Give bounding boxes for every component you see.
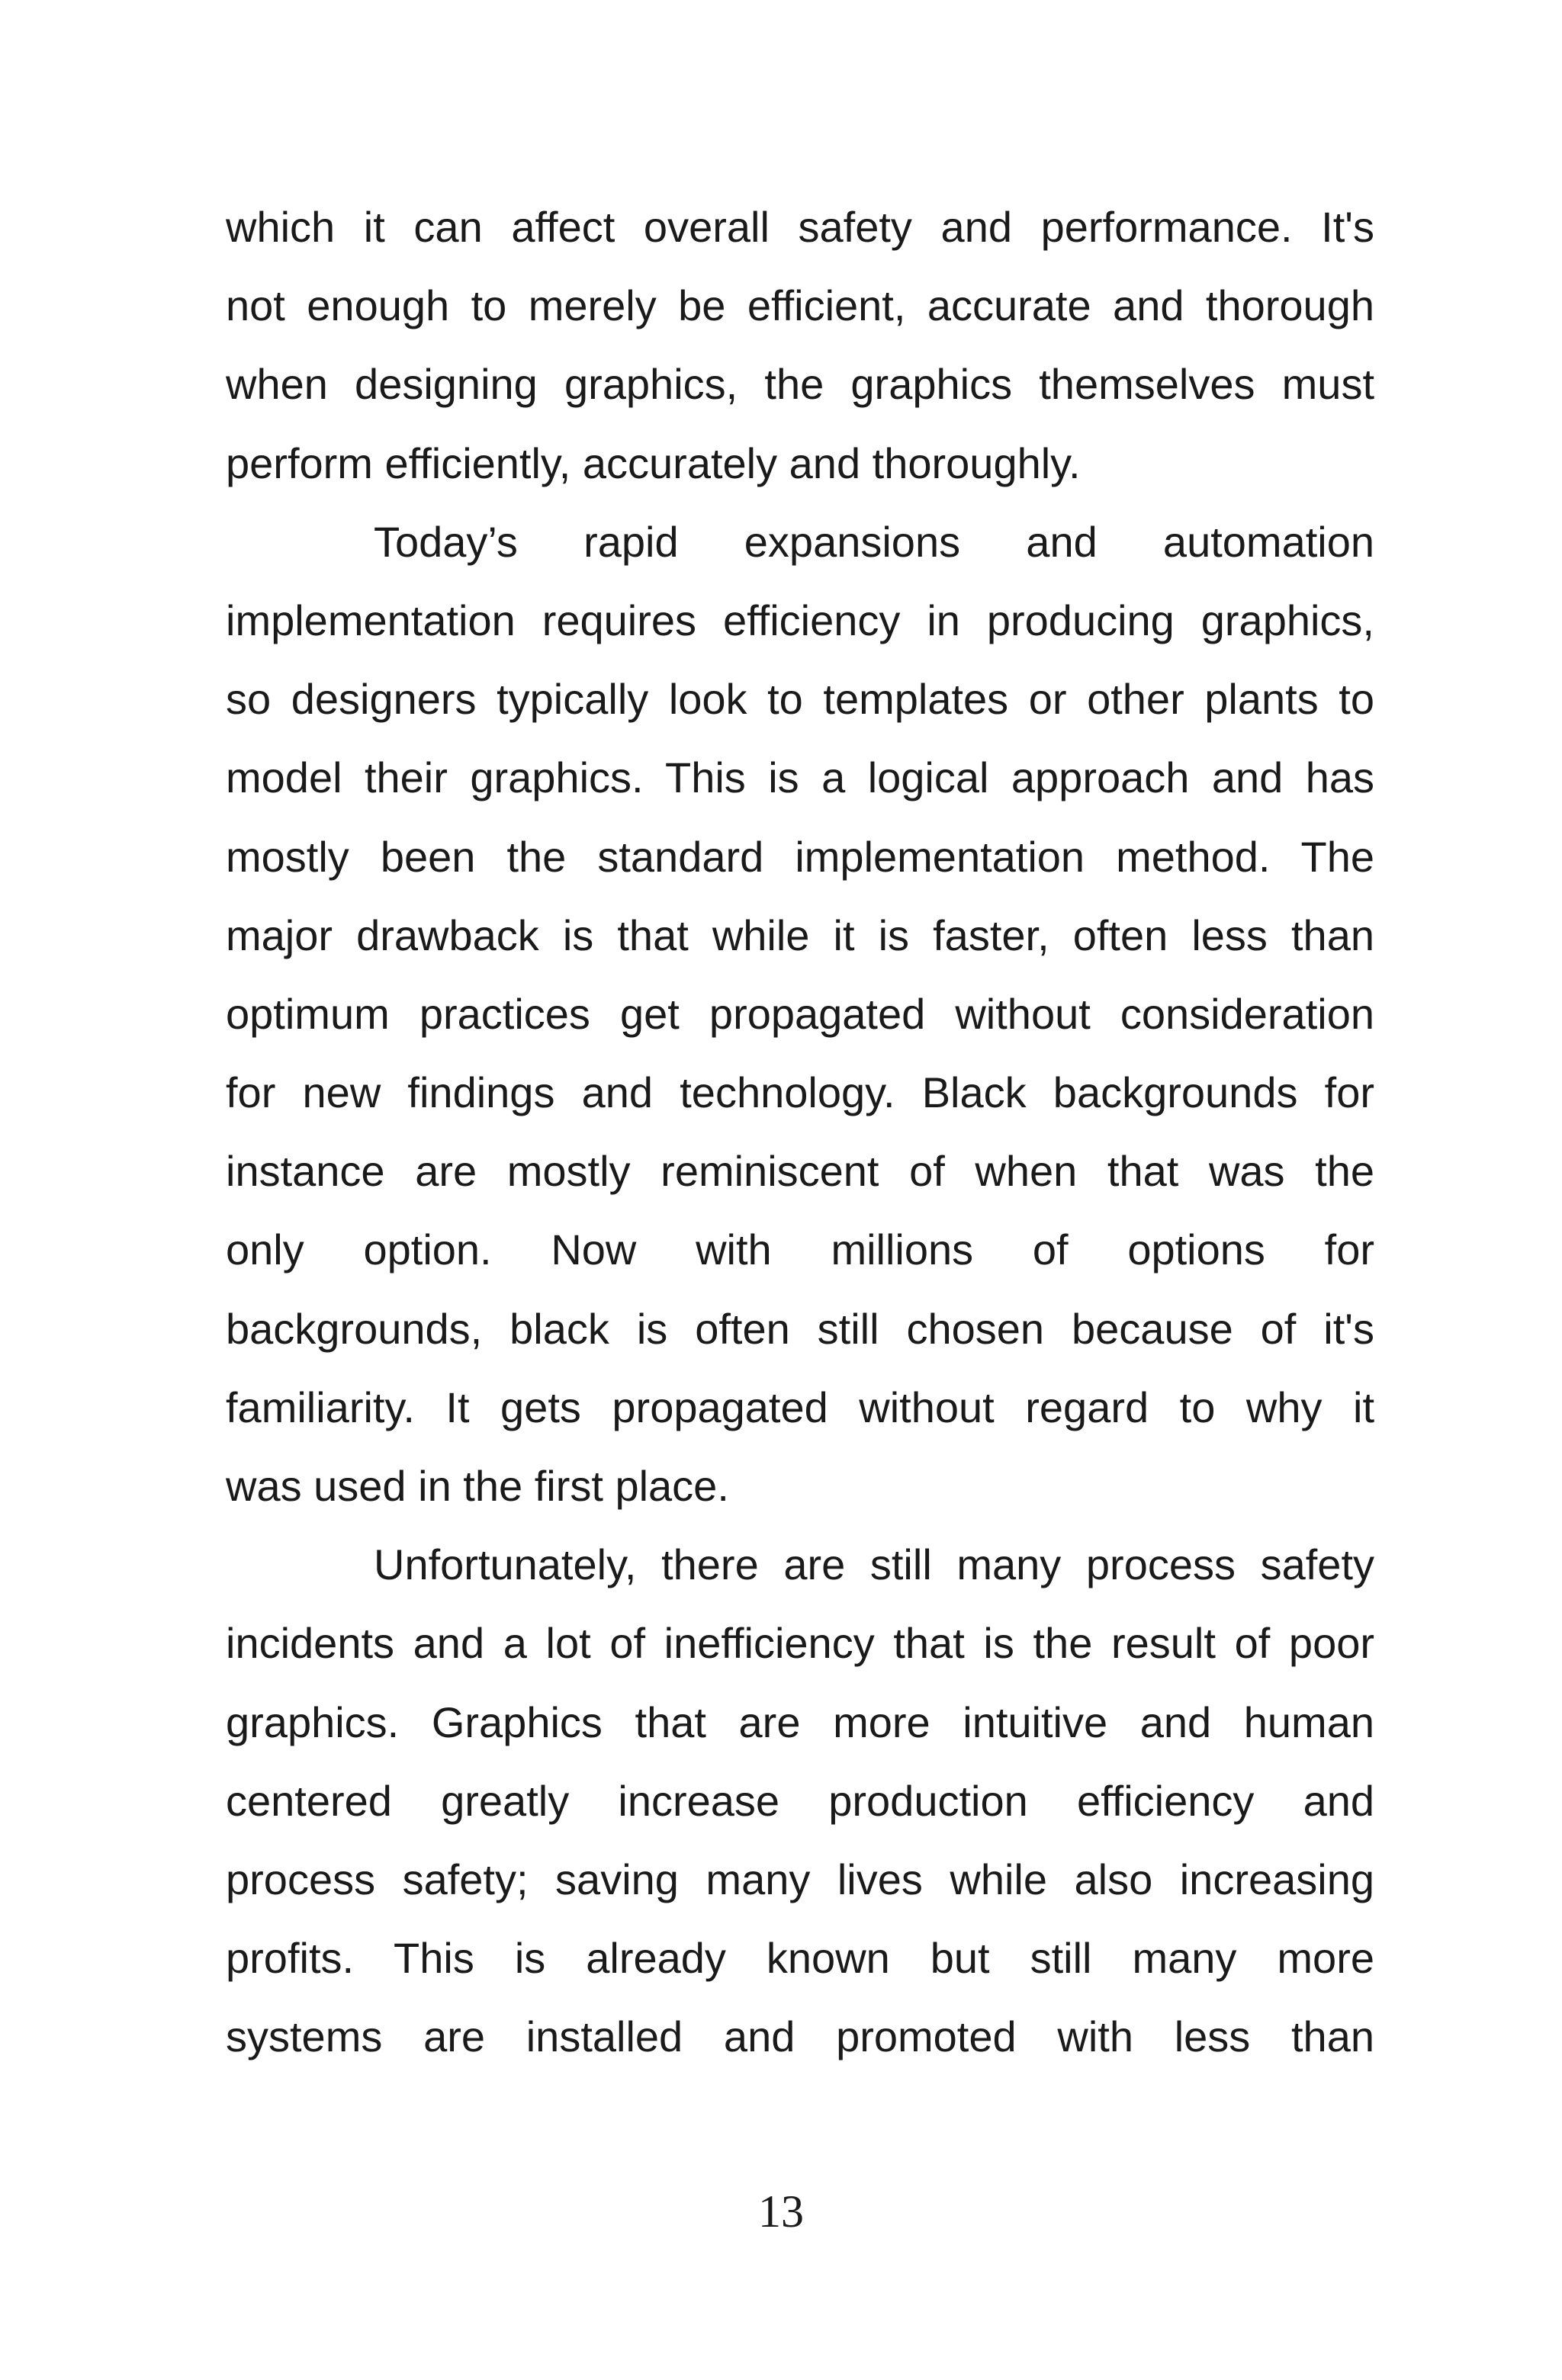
text-line: was used in the first place.: [226, 1462, 729, 1510]
text-line: when designing graphics, the graphics themselves must: [226, 360, 1374, 409]
text-line: profits. This is already known but still many more: [226, 1934, 1374, 1983]
text-line: systems are installed and promoted with less than: [226, 2012, 1374, 2061]
text-line: implementation requires efficiency in producing graphics,: [226, 596, 1374, 644]
text-line: Unfortunately, there are still many process safety: [374, 1540, 1374, 1589]
text-line: for new findings and technology. Black backgrounds for: [226, 1068, 1374, 1117]
body-text: [226, 188, 1374, 2076]
page-number: 13: [758, 2186, 804, 2237]
text-line: which it can affect overall safety and performance. It's: [226, 203, 1374, 251]
text-line: not enough to merely be efficient, accurate and thorough: [226, 281, 1374, 330]
text-line: major drawback is that while it is faster, often less than: [226, 911, 1374, 959]
text-line: backgrounds, black is often still chosen because of it's: [226, 1304, 1374, 1353]
text-line: centered greatly increase production efficiency and: [226, 1776, 1374, 1825]
text-line: only option. Now with millions of options for: [226, 1225, 1374, 1274]
text-line: familiarity. It gets propagated without regard to why it: [226, 1383, 1374, 1431]
text-line: Today’s rapid expansions and automation: [374, 517, 1374, 566]
text-line: so designers typically look to templates or other plants to: [226, 675, 1374, 724]
text-line: mostly been the standard implementation method. The: [226, 832, 1374, 881]
text-line: perform efficiently, accurately and thoroughly.: [226, 438, 1081, 487]
text-line: graphics. Graphics that are more intuitive and human: [226, 1697, 1374, 1746]
text-line: process safety; saving many lives while also increasing: [226, 1855, 1374, 1903]
text-line: instance are mostly reminiscent of when that was the: [226, 1147, 1374, 1196]
text-line: model their graphics. This is a logical approach and has: [226, 753, 1374, 802]
text-line: optimum practices get propagated without consideration: [226, 989, 1374, 1038]
text-line: incidents and a lot of inefficiency that is the result of poor: [226, 1619, 1374, 1668]
